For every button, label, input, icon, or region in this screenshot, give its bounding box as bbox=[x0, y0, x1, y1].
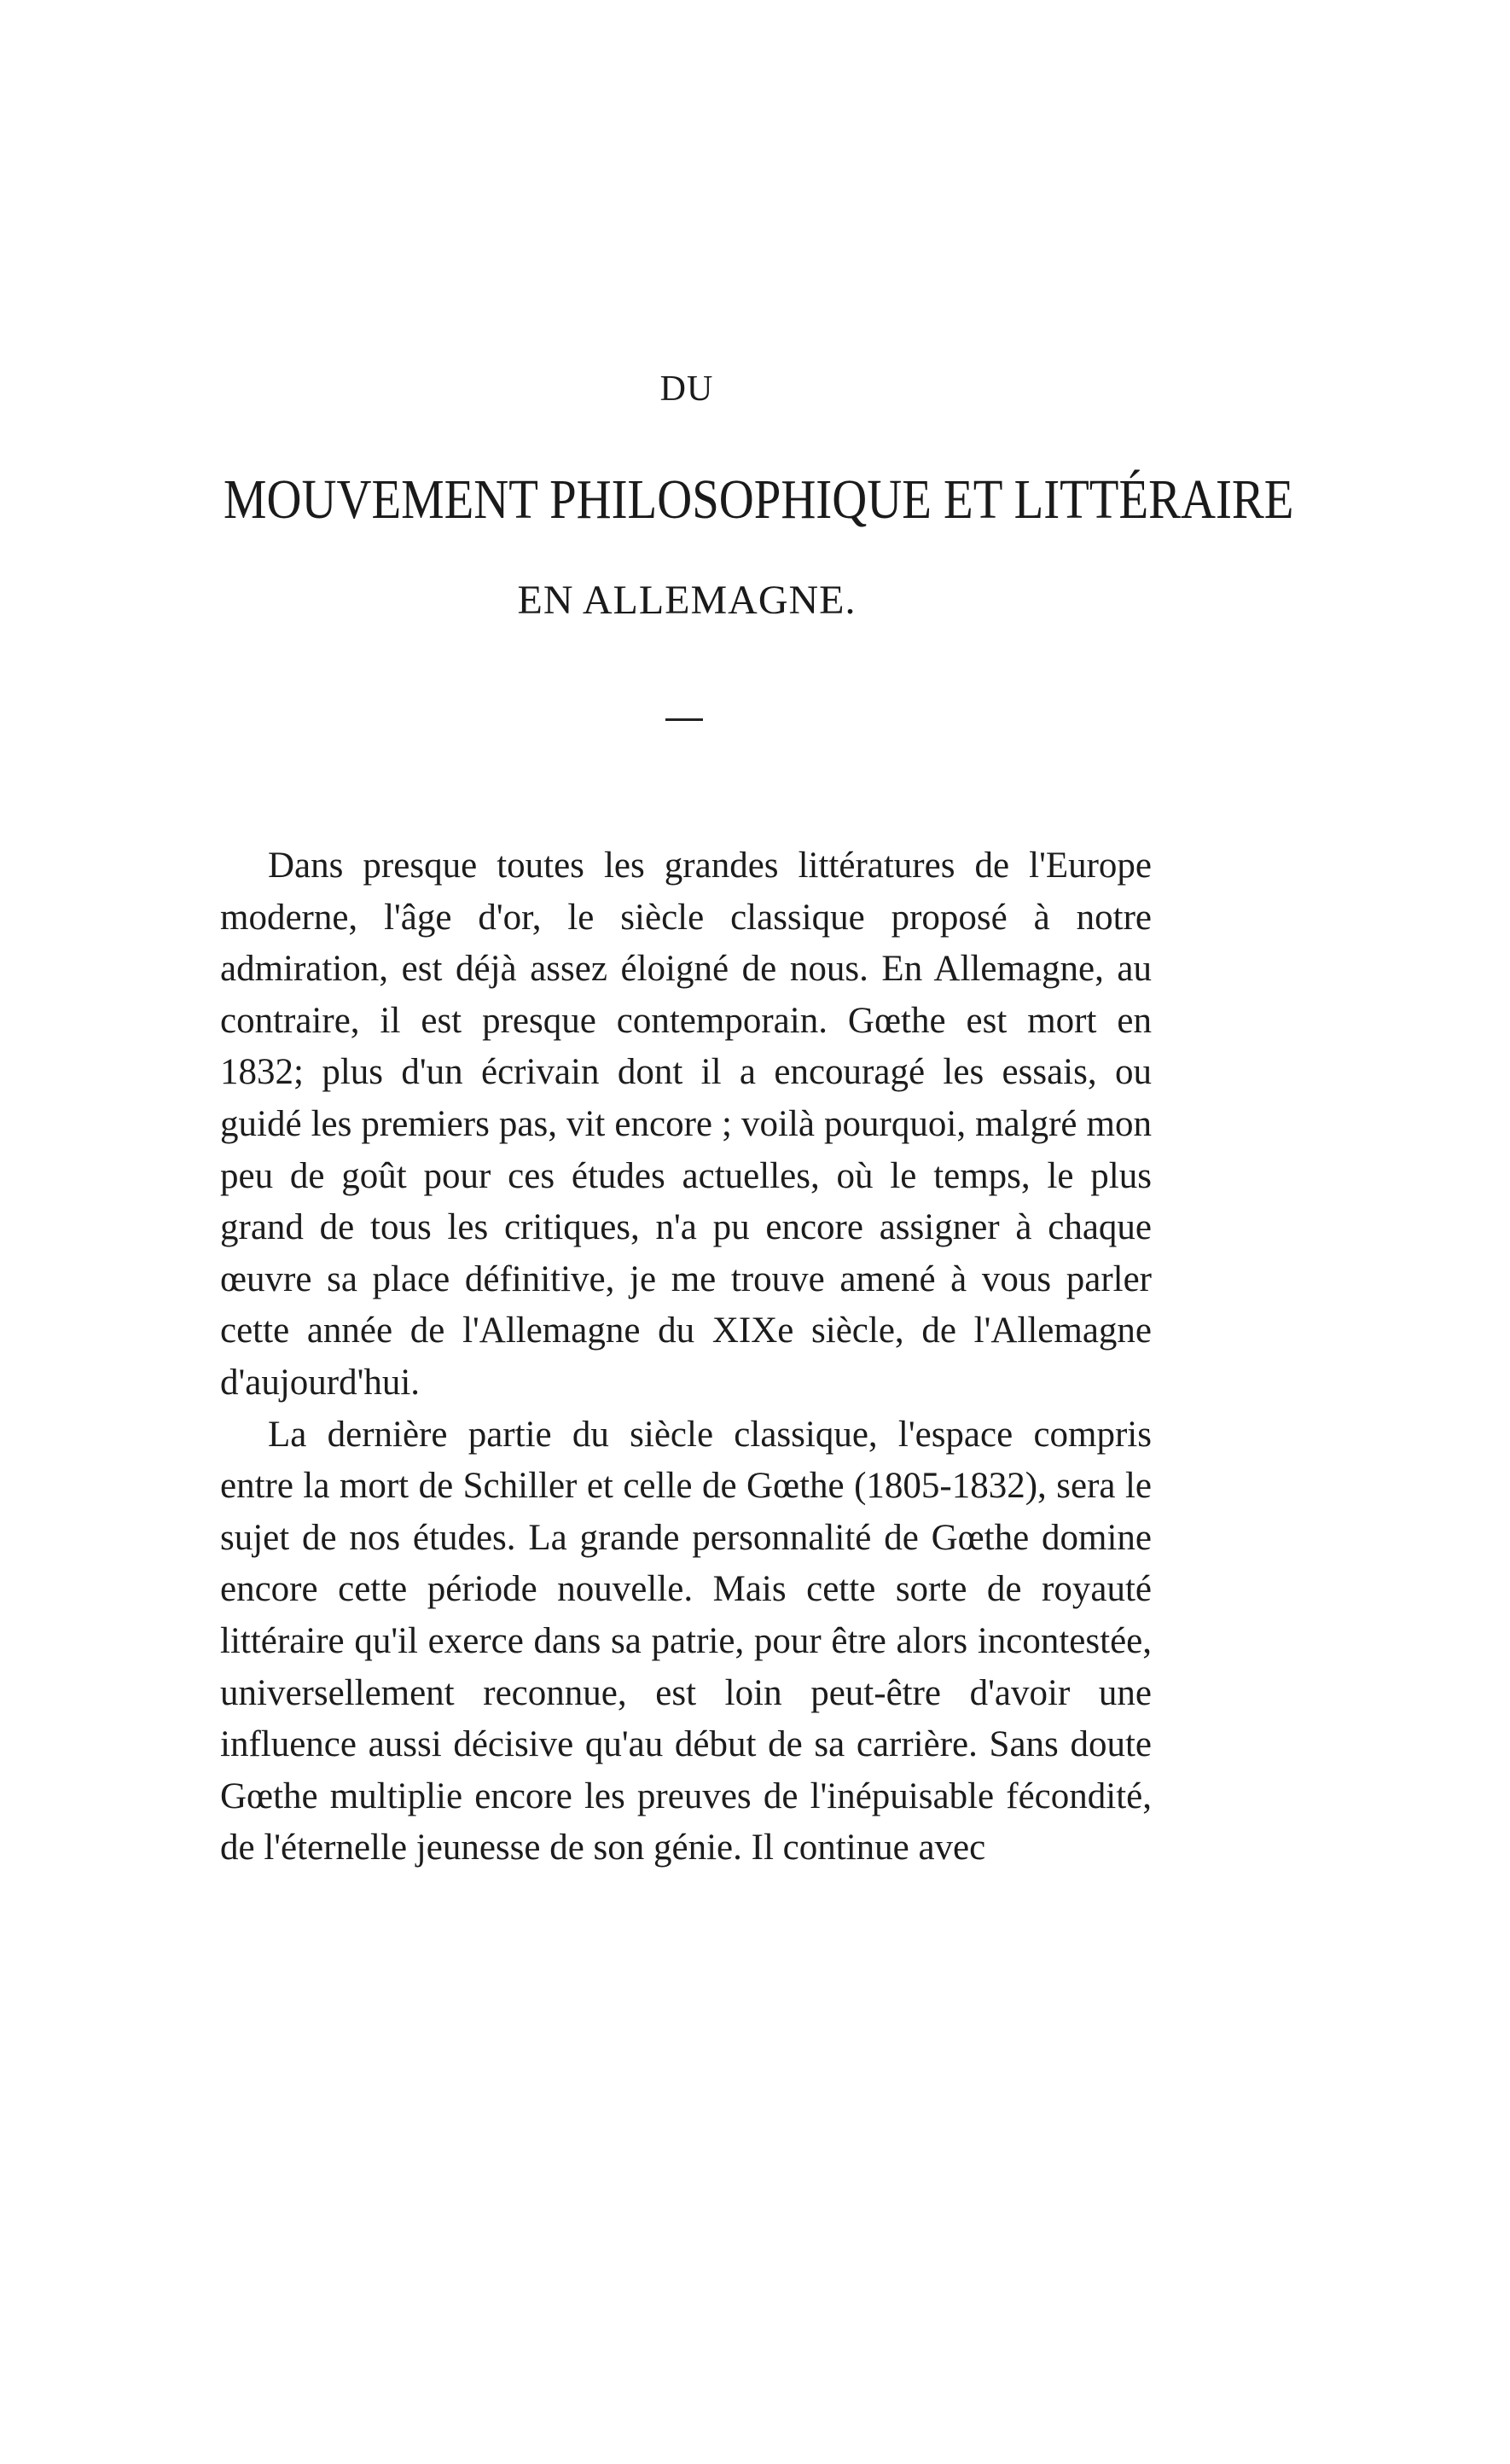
body-text bbox=[220, 840, 1152, 1874]
title-rule bbox=[665, 718, 703, 721]
chapter-title: MOUVEMENT PHILOSOPHIQUE ET LITTÉRAIRE bbox=[224, 468, 1294, 531]
paragraph-1: Dans presque toutes les grandes littératures de l'Europe moderne, l'âge d'or, le siècle classique proposé à notre admiration, est déjà assez éloigné de nous. En Allemagne, au contraire, il est presque contemporain. Gœthe est mort en 1832; plus d'un écrivain dont il a encouragé les essais, ou guidé les premiers pas, vit encore ; voilà pourquoi, malgré mon peu de goût pour ces études actuelles, où le temps, le plus grand de tous les critiques, n'a pu encore assigner à chaque œuvre sa place définitive, je me trouve amené à vous parler cette année de l'Allemagne du XIXe siècle, de l'Allemagne d'aujourd'hui. bbox=[220, 846, 1152, 1403]
chapter-subtitle: EN ALLEMAGNE. bbox=[517, 578, 857, 623]
heading-preposition: DU bbox=[659, 369, 714, 409]
paragraph-2: La dernière partie du siècle classique, l'espace compris entre la mort de Schiller et celle de Gœthe (1805-1832), sera le sujet de nos études. La grande personnalité de Gœthe domine encore cette période nouvelle. Mais cette sorte de royauté littéraire qu'il exerce dans sa patrie, pour être alors incontestée, universellement reconnue, est loin peut-être d'avoir une influence aussi décisive qu'au début de sa carrière. Sans doute Gœthe multiplie encore les preuves de l'inépuisable fécondité, de l'éternelle jeunesse de son génie. Il continue avec bbox=[220, 1414, 1152, 1868]
